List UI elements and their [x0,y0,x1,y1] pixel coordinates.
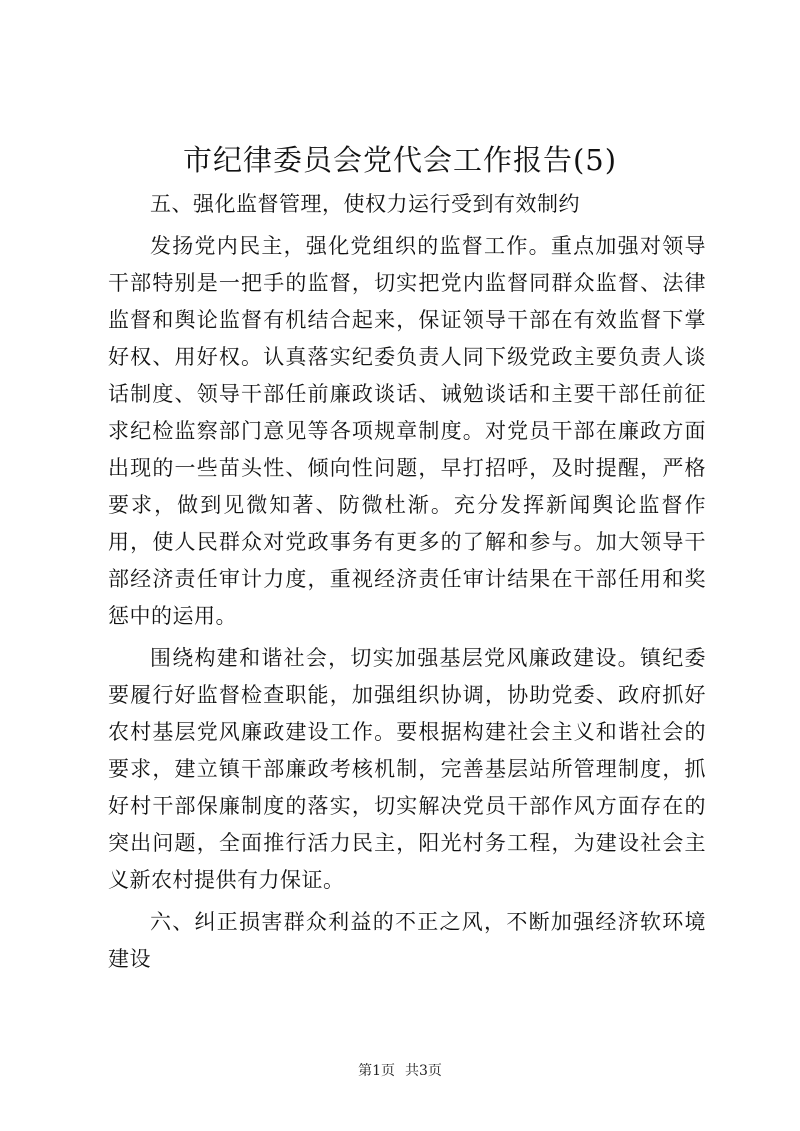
document-body [108,186,706,983]
page-total: 共3页 [405,1063,442,1079]
page-footer [0,1062,800,1080]
page-number: 第1页 [358,1063,395,1079]
body-paragraph: 发扬党内民主，强化党组织的监督工作。重点加强对领导干部特别是一把手的监督，切实把党内监督同群众监督、法律监督和舆论监督有机结合起来，保证领导干部在有效监督下掌好权、用好权。认真落实纪委负责人同下级党政主要负责人谈话制度、领导干部任前廉政谈话、诫勉谈话和主要干部任前征求纪检监察部门意见等各项规章制度。对党员干部在廉政方面出现的一些苗头性、倾向性问题，早打招呼，及时提醒，严格要求，做到见微知著、防微杜渐。充分发挥新闻舆论监督作用，使人民群众对党政事务有更多的了解和参与。加大领导干部经济责任审计力度，重视经济责任审计结果在干部任用和奖惩中的运用。 [108,234,706,628]
section-heading-6: 六、纠正损害群众利益的不正之风，不断加强经济软环境建设 [108,910,706,971]
document-title: 市纪律委员会党代会工作报告(5) [182,143,618,177]
body-paragraph: 围绕构建和谐社会，切实加强基层党风廉政建设。镇纪委要履行好监督检查职能，加强组织协调，协助党委、政府抓好农村基层党风廉政建设工作。要根据构建社会主义和谐社会的要求，建立镇干部廉政考核机制，完善基层站所管理制度，抓好村干部保廉制度的落实，切实解决党员干部作风方面存在的突出问题，全面推行活力民主，阳光村务工程，为建设社会主义新农村提供有力保证。 [108,646,706,892]
section-heading-5: 五、强化监督管理，使权力运行受到有效制约 [150,192,580,216]
